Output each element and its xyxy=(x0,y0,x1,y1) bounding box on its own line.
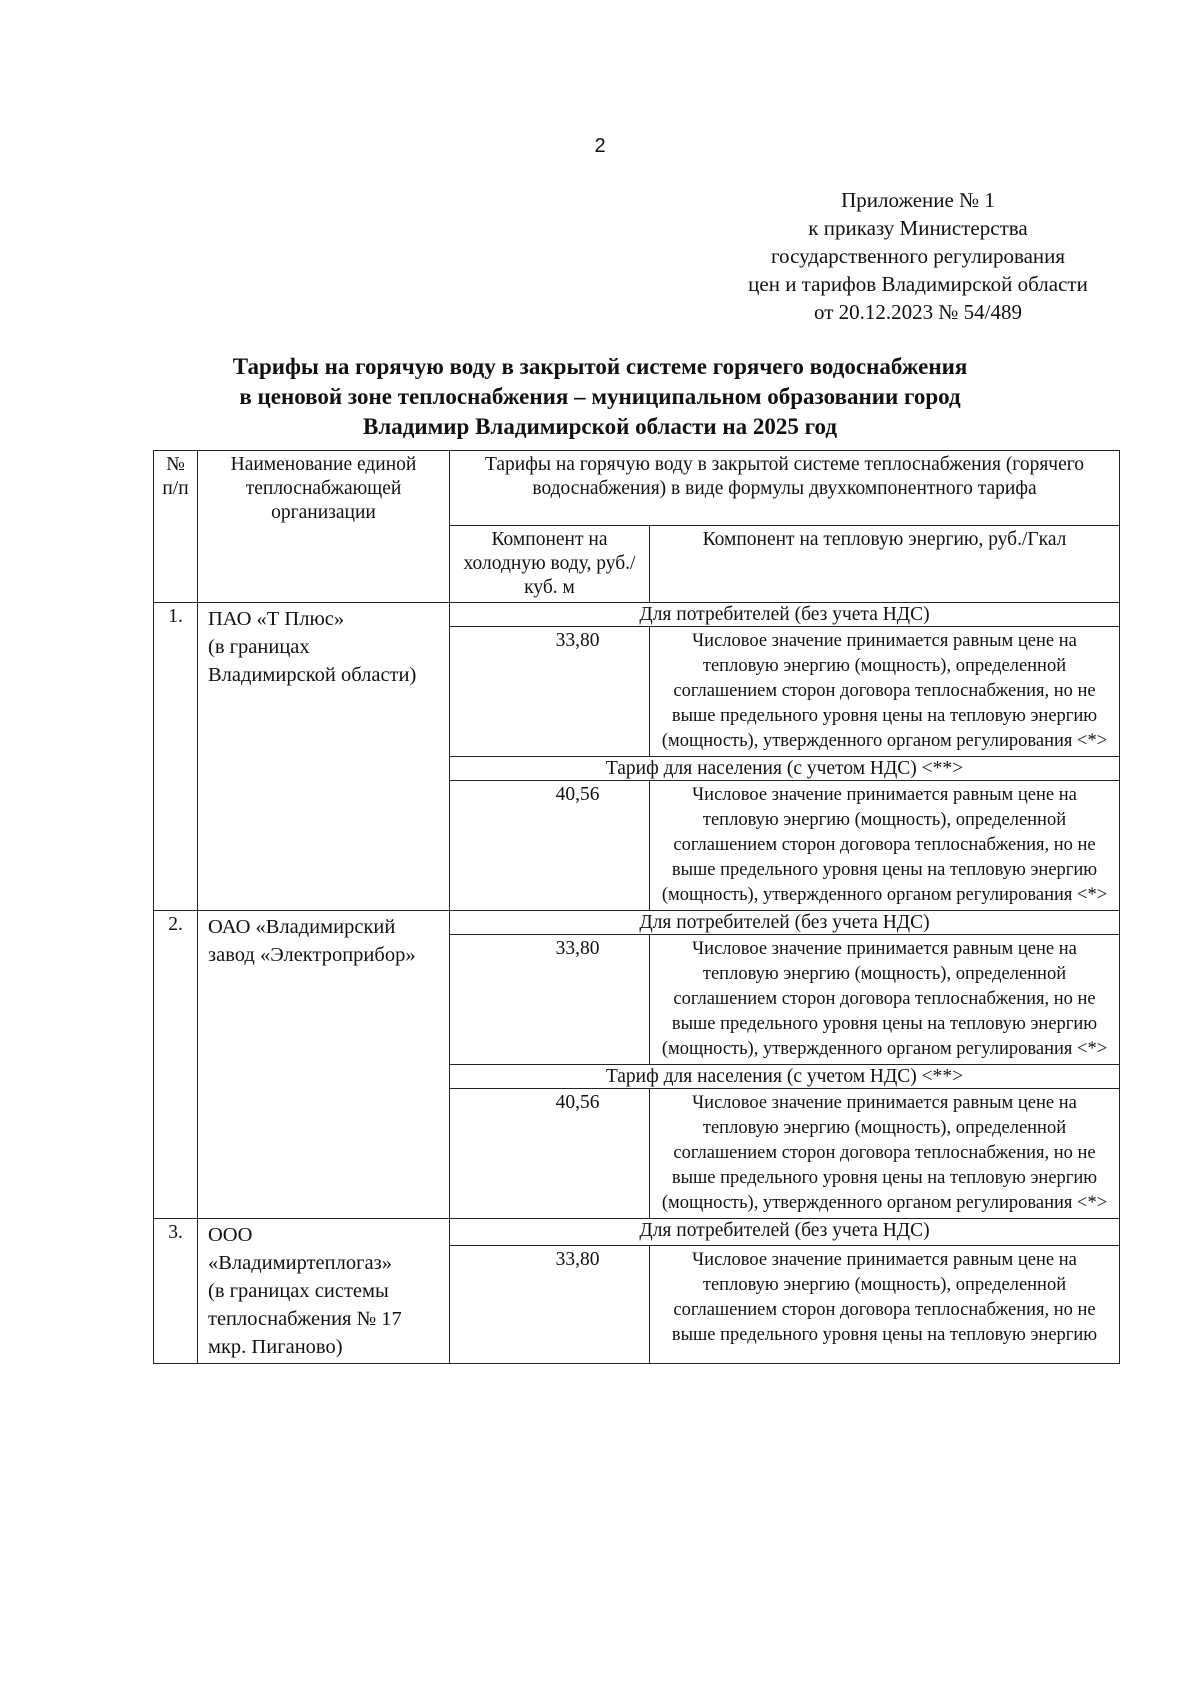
appendix-line: Приложение № 1 xyxy=(841,188,995,212)
population-label: Тариф для населения (с учетом НДС) <**> xyxy=(450,1065,1120,1089)
header-num: № п/п xyxy=(154,451,198,603)
table-row xyxy=(154,603,1120,627)
table-row xyxy=(154,1219,1120,1246)
heat-component-description: Числовое значение принимается равным цене на тепловую энергию (мощность), определенной соглашением сторон договора теплоснабжения, но не выше предельного уровня цены на тепловую энергию (мощность), утвержденного органом регулирования <*> xyxy=(650,1089,1120,1219)
heat-component-description: Числовое значение принимается равным цене на тепловую энергию (мощность), определенной соглашением сторон договора теплоснабжения, но не выше предельного уровня цены на тепловую энергию xyxy=(650,1245,1120,1363)
page-number: 2 xyxy=(594,135,606,157)
consumers-label: Для потребителей (без учета НДС) xyxy=(450,911,1120,935)
row-number: 2. xyxy=(154,911,198,1219)
cold-water-value: 40,56 xyxy=(450,781,650,911)
org-name-line: (в границах xyxy=(208,636,310,658)
appendix-line: государственного регулирования xyxy=(770,244,1066,268)
cold-water-value: 33,80 xyxy=(450,935,650,1065)
appendix-line: цен и тарифов Владимирской области xyxy=(748,272,1088,296)
cold-water-value: 33,80 xyxy=(450,1245,650,1363)
org-name-line: ПАО «Т Плюс» xyxy=(208,608,345,630)
header-cold-water: Компонент на холодную воду, руб./куб. м xyxy=(450,526,650,603)
appendix-reference xyxy=(718,186,1118,326)
population-label: Тариф для населения (с учетом НДС) <**> xyxy=(450,757,1120,781)
heat-component-description: Числовое значение принимается равным цене на тепловую энергию (мощность), определенной соглашением сторон договора теплоснабжения, но не выше предельного уровня цены на тепловую энергию (мощность), утвержденного органом регулирования <*> xyxy=(650,781,1120,911)
appendix-line: от 20.12.2023 № 54/489 xyxy=(813,300,1023,324)
org-name xyxy=(198,1219,450,1364)
row-number: 3. xyxy=(154,1219,198,1364)
consumers-label: Для потребителей (без учета НДС) xyxy=(450,1219,1120,1246)
table-header-row xyxy=(154,451,1120,526)
org-name-line: ООО xyxy=(208,1224,253,1246)
org-name xyxy=(198,603,450,911)
cold-water-value: 33,80 xyxy=(450,627,650,757)
org-name-line: «Владимиртеплогаз» xyxy=(208,1252,392,1274)
appendix-line: к приказу Министерства xyxy=(808,216,1028,240)
org-name-line: Владимирской области) xyxy=(208,664,417,686)
title-line: Тарифы на горячую воду в закрытой системе горячего водоснабжения xyxy=(232,354,968,379)
title-line: в ценовой зоне теплоснабжения – муниципальном образовании город xyxy=(239,384,961,409)
cold-water-value: 40,56 xyxy=(450,1089,650,1219)
header-heat: Компонент на тепловую энергию, руб./Гкал xyxy=(650,526,1120,603)
document-title xyxy=(170,352,1030,442)
header-org: Наименование единой теплоснабжающей организации xyxy=(198,451,450,603)
tariffs-table xyxy=(153,450,1120,1364)
org-name-line: ОАО «Владимирский xyxy=(208,916,396,938)
heat-component-description: Числовое значение принимается равным цене на тепловую энергию (мощность), определенной соглашением сторон договора теплоснабжения, но не выше предельного уровня цены на тепловую энергию (мощность), утвержденного органом регулирования <*> xyxy=(650,935,1120,1065)
org-name-line: теплоснабжения № 17 xyxy=(208,1308,402,1330)
heat-component-description: Числовое значение принимается равным цене на тепловую энергию (мощность), определенной соглашением сторон договора теплоснабжения, но не выше предельного уровня цены на тепловую энергию (мощность), утвержденного органом регулирования <*> xyxy=(650,627,1120,757)
consumers-label: Для потребителей (без учета НДС) xyxy=(450,603,1120,627)
org-name-line: завод «Электроприбор» xyxy=(208,944,416,966)
title-line: Владимир Владимирской области на 2025 год xyxy=(362,414,838,439)
table-row xyxy=(154,911,1120,935)
org-name xyxy=(198,911,450,1219)
row-number: 1. xyxy=(154,603,198,911)
org-name-line: (в границах системы xyxy=(208,1280,389,1302)
header-tariffs: Тарифы на горячую воду в закрытой системе теплоснабжения (горячего водоснабжения) в виде формулы двухкомпонентного тарифа xyxy=(450,451,1120,526)
org-name-line: мкр. Пиганово) xyxy=(208,1336,343,1358)
